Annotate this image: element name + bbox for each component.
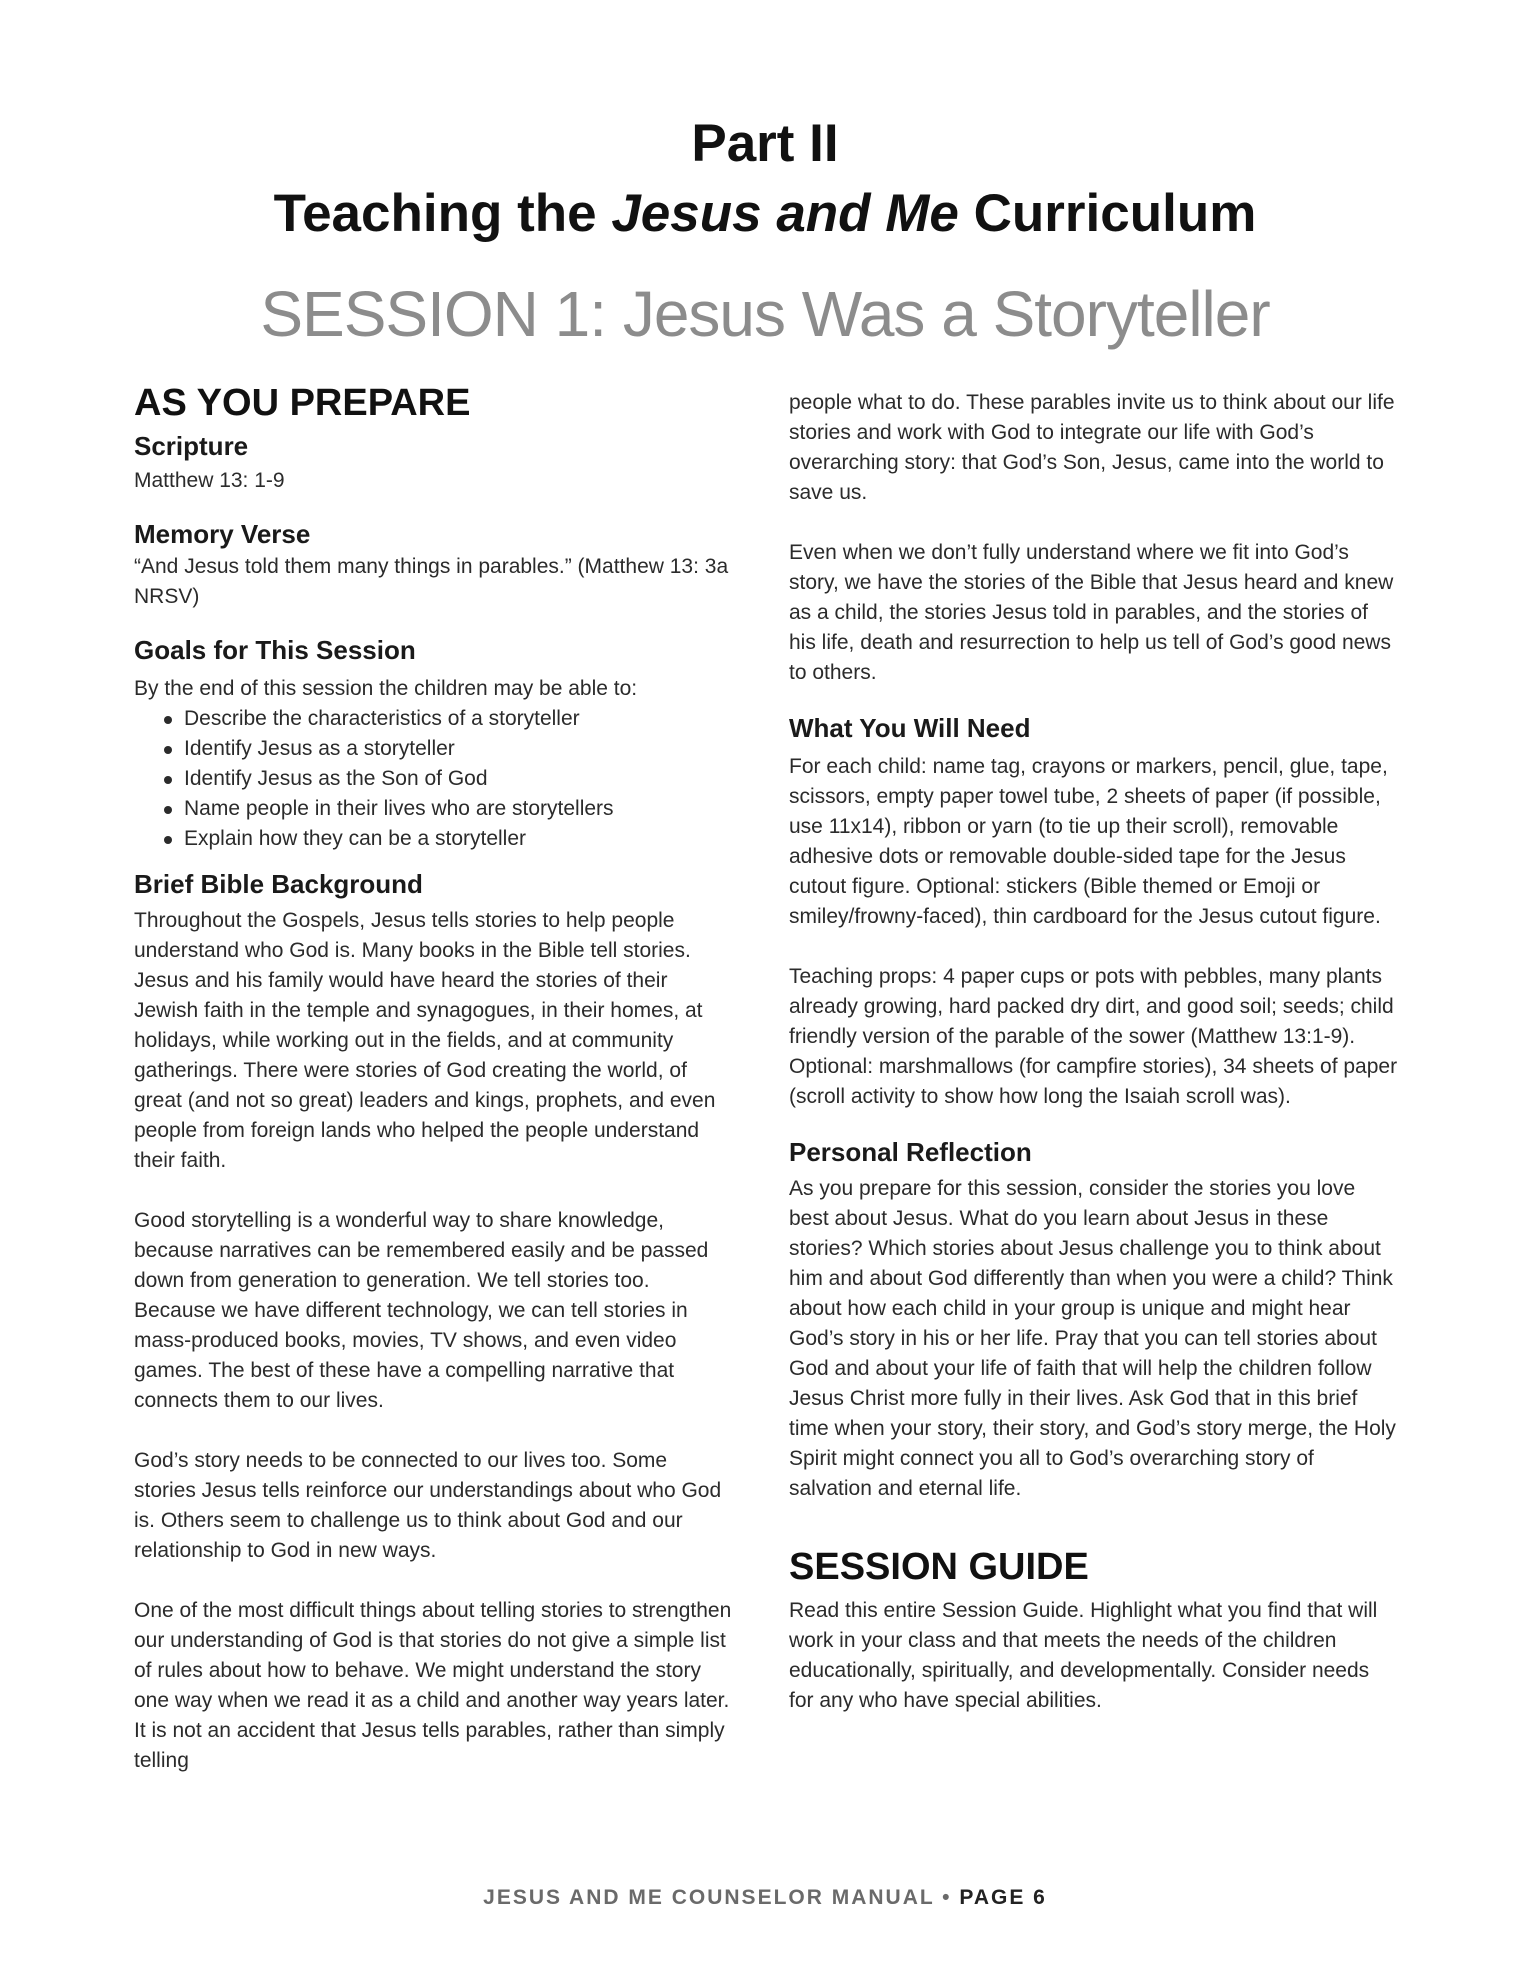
list-item: Identify Jesus as the Son of God [164,764,734,794]
session-guide-heading: SESSION GUIDE [789,1546,1089,1588]
curriculum-heading-suffix: Curriculum [958,184,1257,243]
footer-manual-title: JESUS AND ME COUNSELOR MANUAL • [483,1886,952,1909]
list-item: Name people in their lives who are storytellers [164,794,734,824]
list-item: Identify Jesus as a storyteller [164,734,734,764]
background-paragraph: Throughout the Gospels, Jesus tells stories to help people understand who God is. Many books in the Bible tell stories. Jesus and his family would have heard the stories of their Jewish faith in the temple and synagogues, in their homes, at holidays, while working out in the fields, and at community gatherings. There were stories of God creating the world, of great (and not so great) leaders and kings, prophets, and even people from foreign lands who helped the people understand their faith. [134,909,716,1172]
what-you-will-need-heading: What You Will Need [789,713,1031,743]
as-you-prepare-heading: AS YOU PREPARE [134,382,471,424]
teaching-props-paragraph: Teaching props: 4 paper cups or pots with pebbles, many plants already growing, hard packed dry dirt, and good soil; seeds; child friendly version of the parable of the sower (Matthew 13:1-9). Optional: marshmallows (for campfire stories), 34 sheets of paper (scroll activity to show how long the Isaiah scroll was). [789,965,1398,1108]
left-column [134,380,734,1776]
continued-paragraph: people what to do. These parables invite us to think about our life stories and work with God to integrate our life with God’s overarching story: that God’s Son, Jesus, came into the world to save us. [789,391,1395,504]
curriculum-heading-prefix: Teaching the [273,184,612,243]
session-title: SESSION 1: Jesus Was a Storyteller [260,278,1270,350]
page-number: PAGE 6 [959,1886,1047,1909]
background-paragraph: God’s story needs to be connected to our lives too. Some stories Jesus tells reinforce our understandings about who God is. Others seem to challenge us to think about God and our relationship to God in new ways. [134,1449,722,1562]
curriculum-heading-italic: Jesus and Me [611,184,959,243]
scripture-reference: Matthew 13: 1-9 [134,469,285,492]
right-column [789,388,1399,1716]
curriculum-heading [0,182,1530,246]
goals-intro: By the end of this session the children may be able to: [134,677,638,700]
list-item: Describe the characteristics of a storyteller [164,704,734,734]
reflection-paragraph: As you prepare for this session, consider the stories you love best about Jesus. What do you learn about Jesus in these stories? Which stories about Jesus challenge you to think about him and about God differently than when you were a child? Think about how each child in your group is unique and might hear God’s story in his or her life. Pray that you can tell stories about God and about your life of faith that will help the children follow Jesus Christ more fully in their lives. Ask God that in this brief time when your story, their story, and God’s story merge, the Holy Spirit might connect you all to God’s overarching story of salvation and eternal life. [789,1177,1396,1500]
background-paragraph: Good storytelling is a wonderful way to share knowledge, because narratives can be remembered easily and be passed down from generation to generation. We tell stories too. Because we have different technology, we can tell stories in mass-produced books, movies, TV shows, and even video games. The best of these have a compelling narrative that connects them to our lives. [134,1209,709,1412]
continued-paragraph: Even when we don’t fully understand where we fit into God’s story, we have the stories of the Bible that Jesus heard and knew as a child, the stories Jesus told in parables, and the stories of his life, death and resurrection to help us tell of God’s good news to others. [789,541,1394,684]
materials-paragraph: For each child: name tag, crayons or markers, pencil, glue, tape, scissors, empty paper towel tube, 2 sheets of paper (if possible, use 11x14), ribbon or yarn (to tie up their scroll), removable adhesive dots or removable double-sided tape for the Jesus cutout figure. Optional: stickers (Bible themed or Emoji or smiley/frowny-faced), thin cardboard for the Jesus cutout figure. [789,755,1388,928]
part-heading: Part II [691,114,839,173]
scripture-heading: Scripture [134,431,249,461]
memory-verse-heading: Memory Verse [134,519,311,549]
background-paragraph: One of the most difficult things about telling stories to strengthen our understanding of God is that stories do not give a simple list of rules about how to behave. We might understand the story one way when we read it as a child and another way years later. It is not an accident that Jesus tells parables, rather than simply telling [134,1599,732,1772]
page-footer [0,1886,1530,1910]
list-item: Explain how they can be a storyteller [164,824,734,854]
goals-heading: Goals for This Session [134,635,416,665]
bible-background-heading: Brief Bible Background [134,869,423,899]
session-guide-paragraph: Read this entire Session Guide. Highlight what you find that will work in your class and that meets the needs of the children educationally, spiritually, and developmentally. Consider needs for any who have special abilities. [789,1599,1378,1712]
goals-list [134,704,734,854]
personal-reflection-heading: Personal Reflection [789,1137,1032,1167]
memory-verse-text: “And Jesus told them many things in parables.” (Matthew 13: 3a NRSV) [134,555,729,608]
